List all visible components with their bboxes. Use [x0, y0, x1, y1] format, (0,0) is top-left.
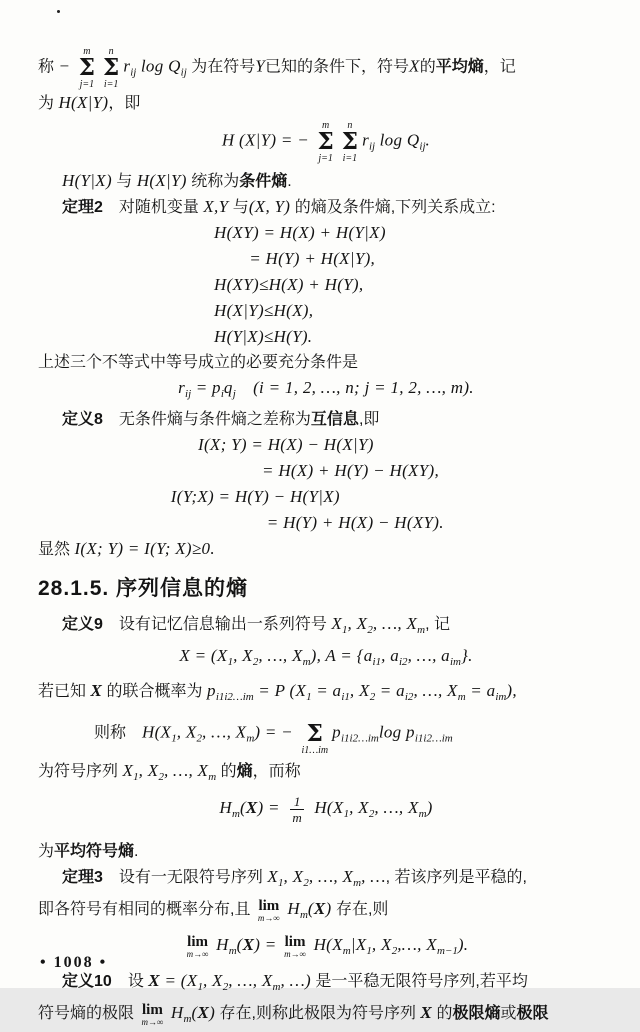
- math-run: , …: [361, 867, 386, 887]
- text-run: 与: [111, 173, 137, 190]
- bold-text-run: 定义8: [62, 411, 103, 428]
- subscript: 2: [369, 691, 376, 703]
- subscript: m: [231, 808, 240, 821]
- math-run: , X: [176, 722, 197, 742]
- math-run: X,Y: [203, 197, 229, 216]
- subscript: 2: [158, 771, 164, 783]
- subscript: 1: [197, 981, 203, 994]
- math-run: I(X; Y) = H(X) − H(X|Y): [198, 435, 374, 454]
- page-number: • 1008 •: [40, 954, 108, 971]
- math-run: = H(Y) + H(X) − H(XY).: [266, 513, 444, 532]
- subscript: i1i2…im: [215, 691, 254, 703]
- subscript: ij: [368, 140, 376, 153]
- subscript: 1: [366, 945, 372, 958]
- lim-word: lim: [258, 897, 280, 914]
- math-run: H(Y|X): [62, 171, 112, 190]
- math-run: ) = −: [254, 722, 298, 742]
- text-run: 存在,则称此极限为符号序列: [215, 1005, 421, 1023]
- definition-8: [38, 407, 614, 432]
- para-cond-entropy-3: [38, 168, 614, 194]
- para-equality-condition: [38, 350, 614, 375]
- sum-upper-limit: m: [322, 120, 330, 131]
- fraction: [288, 794, 305, 825]
- subscript: m: [183, 1013, 192, 1026]
- limit-operator: [284, 935, 306, 959]
- theorem-2: [38, 194, 614, 220]
- math-run: ), A = {a: [310, 646, 373, 665]
- math-run: H(XY)≤H(X) + H(Y),: [214, 275, 364, 294]
- limit-subscript: m→∞: [257, 912, 280, 923]
- math-run: ),: [506, 681, 517, 700]
- para-definition-10-cont: [38, 1000, 614, 1032]
- text-run: 为符号序列: [38, 763, 123, 780]
- math-run: ): [325, 899, 332, 919]
- subscript: 2: [252, 656, 259, 668]
- text-run: 的: [419, 58, 436, 76]
- math-run: (: [239, 798, 246, 818]
- math-run: H: [166, 1003, 184, 1023]
- subscript: ij: [419, 140, 426, 153]
- scan-noise-dot: [57, 10, 60, 13]
- text-run: 即各符号有相同的概率分布,且: [38, 901, 255, 919]
- bold-text-run: 定理3: [62, 869, 103, 887]
- para-theorem-3-condition: [38, 896, 614, 928]
- math-run: (: [307, 899, 314, 919]
- subscript: 2: [303, 877, 309, 890]
- subscript: im: [495, 691, 507, 703]
- subscript: ij: [130, 66, 137, 79]
- text-run: 为: [38, 95, 59, 112]
- text-run: 称: [38, 58, 59, 76]
- sum-operator: [103, 46, 119, 90]
- math-run: , …, X: [163, 761, 209, 780]
- math-run: , …, X: [374, 798, 419, 818]
- math-run: r: [362, 130, 369, 150]
- math-run: , …, a: [407, 646, 450, 665]
- text-run: 设有记忆信息输出一系列符号: [102, 616, 332, 633]
- math-run: −: [58, 56, 75, 76]
- math-run: q: [223, 378, 233, 397]
- subscript: 1: [133, 771, 139, 783]
- eq-mutual-info-2: [38, 458, 614, 484]
- bold-text-run: 平均符号熵: [54, 843, 135, 861]
- theorem-3: [38, 864, 614, 896]
- math-run: , X: [349, 798, 369, 818]
- math-run: X = (X: [179, 646, 228, 665]
- math-run: = H(Y) + H(X|Y),: [249, 249, 376, 268]
- text-run: 统称为: [186, 173, 240, 190]
- subscript: m: [417, 624, 426, 636]
- subscript: 1: [171, 732, 177, 745]
- eq-rij-factorization: [38, 375, 614, 407]
- math-run: , …): [280, 971, 311, 991]
- sum-operator: [342, 120, 358, 164]
- sum-lower-limit: i1…im: [301, 745, 329, 756]
- math-run: , …, X: [308, 867, 354, 887]
- bold-text-run: 定义9: [62, 616, 103, 633]
- math-run: H(X: [309, 935, 343, 955]
- subscript: m: [272, 981, 281, 994]
- subscript: ij: [185, 388, 192, 400]
- limit-operator: [187, 935, 209, 959]
- subscript: im: [449, 656, 461, 668]
- math-run: = a: [465, 681, 496, 700]
- math-run: H(Y|X)≤H(Y).: [214, 327, 313, 346]
- text-run: 存在,则: [331, 901, 389, 919]
- math-run: , X: [371, 935, 392, 955]
- lim-word: lim: [284, 933, 306, 950]
- definition-10: [38, 968, 614, 1000]
- math-run: = H(X) + H(Y) − H(XY),: [262, 461, 439, 480]
- subscript: i1: [341, 691, 350, 703]
- math-run: (i = 1, 2, …, n; j = 1, 2, …, m).: [235, 378, 474, 397]
- subscript: i2: [404, 691, 414, 703]
- math-run: log Q: [136, 56, 181, 76]
- math-run: X: [267, 867, 279, 887]
- eq-sequence-entropy: [38, 712, 614, 756]
- math-run: , …, X: [413, 681, 458, 700]
- subscript: m−1: [436, 945, 458, 958]
- math-run: I(Y;X) = H(Y) − H(Y|X): [170, 487, 340, 506]
- math-run: p: [332, 722, 341, 742]
- text-run: , 若该序列是平稳的,: [385, 869, 527, 887]
- text-run: 或: [500, 1005, 517, 1023]
- subscript: 1: [343, 808, 350, 821]
- sum-lower-limit: j=1: [318, 153, 333, 164]
- math-run: log Q: [375, 130, 420, 150]
- math-run: H(X|Y): [58, 93, 109, 112]
- bold-math-run: X: [420, 1003, 433, 1023]
- text-run: .: [287, 173, 292, 190]
- math-run: ,…, X: [397, 935, 437, 955]
- subscript: 2: [368, 808, 375, 821]
- math-run: , X: [202, 971, 223, 991]
- definition-9: [38, 611, 614, 643]
- subscript: 2: [367, 624, 373, 636]
- math-run: , X: [349, 681, 370, 700]
- para-cond-entropy-1: [38, 46, 614, 90]
- text-run: 的联合概率为: [102, 683, 207, 700]
- bold-math-run: X: [90, 681, 103, 700]
- eq-joint-entropy-1: [38, 220, 614, 246]
- subscript: m: [299, 909, 308, 922]
- text-run: 无条件熵与条件熵之差称为: [102, 411, 311, 428]
- text-run: 显然: [38, 541, 75, 558]
- subscript: 1: [227, 656, 234, 668]
- subscript: i1: [372, 656, 382, 668]
- sum-operator: [318, 120, 334, 164]
- math-run: ): [209, 1003, 216, 1023]
- para-sequence-entropy-name: [38, 758, 614, 790]
- text-run: 对随机变量: [102, 199, 204, 216]
- math-run: , a: [381, 646, 399, 665]
- math-run: .: [425, 130, 431, 150]
- math-run: , X: [138, 761, 159, 780]
- text-run: 上述三个不等式中等号成立的必要充分条件是: [38, 354, 359, 371]
- bold-math-run: X: [245, 798, 258, 818]
- sigma-symbol: Σ: [78, 54, 96, 81]
- subscript: m: [246, 732, 255, 745]
- text-run: 28.1.5. 序列信息的熵: [38, 577, 249, 600]
- subscript: 1: [278, 877, 284, 890]
- bold-text-run: 定义10: [62, 973, 112, 991]
- math-run: H(X|Y)≤H(X),: [214, 301, 314, 320]
- math-run: ).: [457, 935, 469, 955]
- limit-operator: [258, 899, 280, 923]
- math-run: = a: [311, 681, 342, 700]
- subscript: 1: [342, 624, 348, 636]
- math-run: , …, X: [258, 646, 303, 665]
- text-run: .: [134, 843, 139, 861]
- math-run: H(X: [142, 722, 172, 742]
- limit-subscript: m→∞: [186, 948, 209, 959]
- math-run: (X, Y): [248, 197, 291, 216]
- subscript: i: [220, 388, 224, 400]
- subscript: m: [342, 945, 351, 958]
- math-run: H: [282, 899, 300, 919]
- subscript: j: [232, 388, 236, 400]
- eq-mutual-info-4: [38, 510, 614, 536]
- bold-math-run: X: [148, 971, 160, 991]
- bold-math-run: X: [197, 1003, 210, 1023]
- subscript: m: [353, 877, 362, 890]
- math-run: = p: [191, 378, 221, 397]
- subscript: 2: [196, 732, 203, 745]
- subscript: 2: [222, 981, 229, 994]
- sum-upper-limit: m: [83, 46, 91, 57]
- math-run: = a: [375, 681, 405, 700]
- sum-operator: [79, 46, 95, 90]
- text-run: 的: [432, 1005, 453, 1023]
- math-run: H(XY) = H(X) + H(Y|X): [214, 223, 386, 242]
- eq-joint-entropy-2: [38, 246, 614, 272]
- bold-text-run: 定理2: [62, 199, 103, 216]
- subscript: m: [208, 771, 217, 783]
- fraction-numerator: 1: [290, 794, 305, 810]
- math-run: H(X: [309, 798, 344, 818]
- bold-text-run: 条件熵: [239, 173, 288, 190]
- text-run: ,即: [358, 411, 380, 428]
- subscript: i1i2…im: [340, 732, 379, 745]
- math-run: , …, X: [228, 971, 273, 991]
- math-run: , …, X: [372, 614, 418, 633]
- sigma-symbol: Σ: [103, 54, 120, 81]
- eq-sequence-notation: [38, 643, 614, 675]
- subscript: i1i2…im: [414, 732, 453, 745]
- math-run: ) =: [257, 798, 285, 818]
- eq-joint-entropy-3: [38, 272, 614, 298]
- math-run: X: [331, 614, 343, 633]
- text-run: 为: [38, 843, 55, 861]
- math-run: }.: [460, 646, 473, 665]
- para-joint-probability: [38, 678, 614, 710]
- sum-lower-limit: j=1: [79, 79, 95, 90]
- eq-avg-symbol-entropy: [38, 794, 614, 827]
- section-heading: [38, 576, 614, 601]
- limit-subscript: m→∞: [284, 948, 307, 959]
- math-run: log p: [378, 722, 415, 742]
- sigma-symbol: Σ: [317, 128, 334, 155]
- text-run: 已知的条件下，符号: [265, 58, 410, 76]
- bold-text-run: 平均熵: [435, 58, 484, 76]
- sigma-symbol: Σ: [306, 720, 323, 747]
- math-run: = (X: [159, 971, 198, 991]
- math-run: (: [236, 935, 243, 955]
- math-run: ) =: [254, 935, 282, 955]
- bold-text-run: 极限: [516, 1005, 549, 1023]
- math-run: , X: [347, 614, 368, 633]
- bold-math-run: X: [242, 935, 255, 955]
- text-run: ，记: [483, 58, 516, 76]
- math-run: (: [191, 1003, 198, 1023]
- subscript: ij: [180, 66, 187, 79]
- math-run: = P (X: [253, 681, 307, 700]
- math-run: H(X|Y): [136, 171, 187, 190]
- text-run: 设有一无限符号序列: [102, 869, 268, 887]
- fraction-denominator: m: [292, 810, 302, 825]
- sum-upper-limit: n: [108, 46, 114, 57]
- math-run: r: [178, 378, 186, 397]
- subscript: 2: [391, 945, 398, 958]
- sum-operator: [301, 712, 328, 756]
- text-run: 若已知: [38, 683, 91, 700]
- limit-subscript: m→∞: [141, 1016, 164, 1027]
- para-cond-entropy-2: [38, 90, 614, 116]
- eq-joint-entropy-4: [38, 298, 614, 324]
- text-run: ，而称: [252, 763, 301, 780]
- para-mutual-info-nonneg: [38, 536, 614, 562]
- subscript: m: [418, 808, 427, 821]
- text-run: 则称: [94, 724, 143, 742]
- limit-operator: [141, 1003, 163, 1027]
- eq-joint-entropy-5: [38, 324, 614, 350]
- sum-lower-limit: i=1: [342, 153, 358, 164]
- lim-word: lim: [187, 933, 208, 950]
- math-run: H: [211, 935, 229, 955]
- eq-limit-entropy: [38, 932, 614, 964]
- subscript: 1: [306, 691, 312, 703]
- text-run: 的: [216, 763, 237, 780]
- lim-word: lim: [141, 1001, 163, 1018]
- math-run: , X: [283, 867, 304, 887]
- para-avg-symbol-entropy-name: [38, 839, 614, 864]
- math-run: I(X; Y) = I(Y; X)≥0.: [74, 539, 215, 558]
- bold-text-run: 熵: [236, 763, 253, 780]
- subscript: i2: [399, 656, 408, 668]
- bold-math-run: X: [313, 899, 326, 919]
- bold-text-run: 极限熵: [452, 1005, 501, 1023]
- text-run: 设: [111, 973, 149, 991]
- text-run: 是一平稳无限符号序列,若平均: [310, 973, 528, 991]
- math-run: ): [426, 798, 433, 818]
- text-run: 符号熵的极限: [38, 1005, 139, 1023]
- subscript: m: [302, 656, 311, 668]
- subscript: m: [228, 945, 237, 958]
- math-run: X: [409, 56, 420, 76]
- text-run: , 记: [425, 616, 451, 633]
- eq-mutual-info-1: [38, 432, 614, 458]
- math-run: H (X|Y) = −: [221, 130, 314, 150]
- eq-conditional-entropy: [38, 120, 614, 164]
- sum-lower-limit: i=1: [103, 79, 119, 90]
- subscript: m: [457, 691, 466, 703]
- math-run: Y: [255, 56, 266, 76]
- text-run: 与: [228, 199, 249, 216]
- sigma-symbol: Σ: [341, 128, 359, 155]
- sum-upper-limit: n: [347, 120, 353, 131]
- math-run: , X: [233, 646, 253, 665]
- math-run: r: [123, 56, 131, 76]
- math-run: H: [219, 798, 232, 818]
- text-run: ，即: [108, 95, 141, 112]
- math-run: , …, X: [202, 722, 247, 742]
- bold-text-run: 互信息: [310, 411, 359, 428]
- text-run: 为在符号: [186, 58, 256, 76]
- math-run: X: [122, 761, 134, 780]
- text-run: 的熵及条件熵,下列关系成立:: [290, 199, 496, 216]
- eq-mutual-info-3: [38, 484, 614, 510]
- math-run: p: [207, 681, 216, 700]
- math-run: |X: [350, 935, 367, 955]
